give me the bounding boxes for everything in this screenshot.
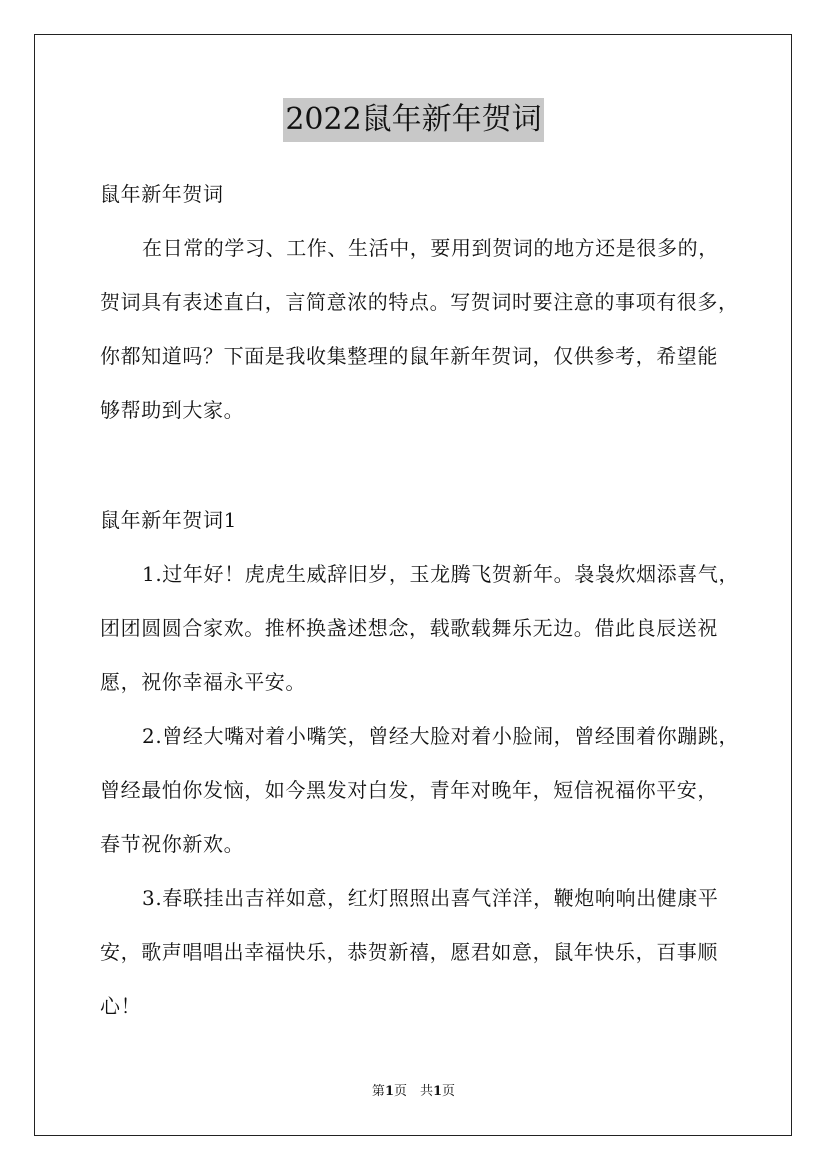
paragraph-line: 春节祝你新欢。 xyxy=(100,832,245,856)
paragraph-line: 3.春联挂出吉祥如意，红灯照照出喜气洋洋，鞭炮响响出健康平 xyxy=(142,886,719,910)
document-title-container xyxy=(0,98,827,142)
page-suffix: 页 xyxy=(442,1084,456,1099)
page-total: 1 xyxy=(433,1084,443,1099)
paragraph-line: 在日常的学习、工作、生活中，要用到贺词的地方还是很多的， xyxy=(142,236,719,260)
paragraph-line: 安，歌声唱唱出幸福快乐，恭贺新禧，愿君如意，鼠年快乐，百事顺 xyxy=(100,940,718,964)
paragraph-line: 2.曾经大嘴对着小嘴笑，曾经大脸对着小脸闹，曾经围着你蹦跳， xyxy=(142,724,740,748)
section-heading: 鼠年新年贺词 xyxy=(100,182,224,206)
paragraph-line: 贺词具有表述直白，言简意浓的特点。写贺词时要注意的事项有很多， xyxy=(100,290,739,314)
document-title: 2022鼠年新年贺词 xyxy=(283,98,543,142)
paragraph-line: 够帮助到大家。 xyxy=(100,398,245,422)
section-heading: 鼠年新年贺词1 xyxy=(100,508,237,532)
page-prefix: 第 xyxy=(371,1084,385,1099)
paragraph-line: 1.过年好！虎虎生威辞旧岁，玉龙腾飞贺新年。袅袅炊烟添喜气， xyxy=(142,562,740,586)
page-current: 1 xyxy=(384,1084,394,1099)
paragraph-line: 愿，祝你幸福永平安。 xyxy=(100,670,306,694)
paragraph-line: 曾经最怕你发恼，如今黑发对白发，青年对晚年，短信祝福你平安， xyxy=(100,778,718,802)
page-mid: 页 共 xyxy=(393,1084,433,1099)
paragraph-line: 你都知道吗？下面是我收集整理的鼠年新年贺词，仅供参考，希望能 xyxy=(100,344,718,368)
page-number-footer xyxy=(0,1083,827,1101)
paragraph-line: 心！ xyxy=(100,994,142,1018)
paragraph-line: 团团圆圆合家欢。推杯换盏述想念，载歌载舞乐无边。借此良辰送祝 xyxy=(100,616,718,640)
